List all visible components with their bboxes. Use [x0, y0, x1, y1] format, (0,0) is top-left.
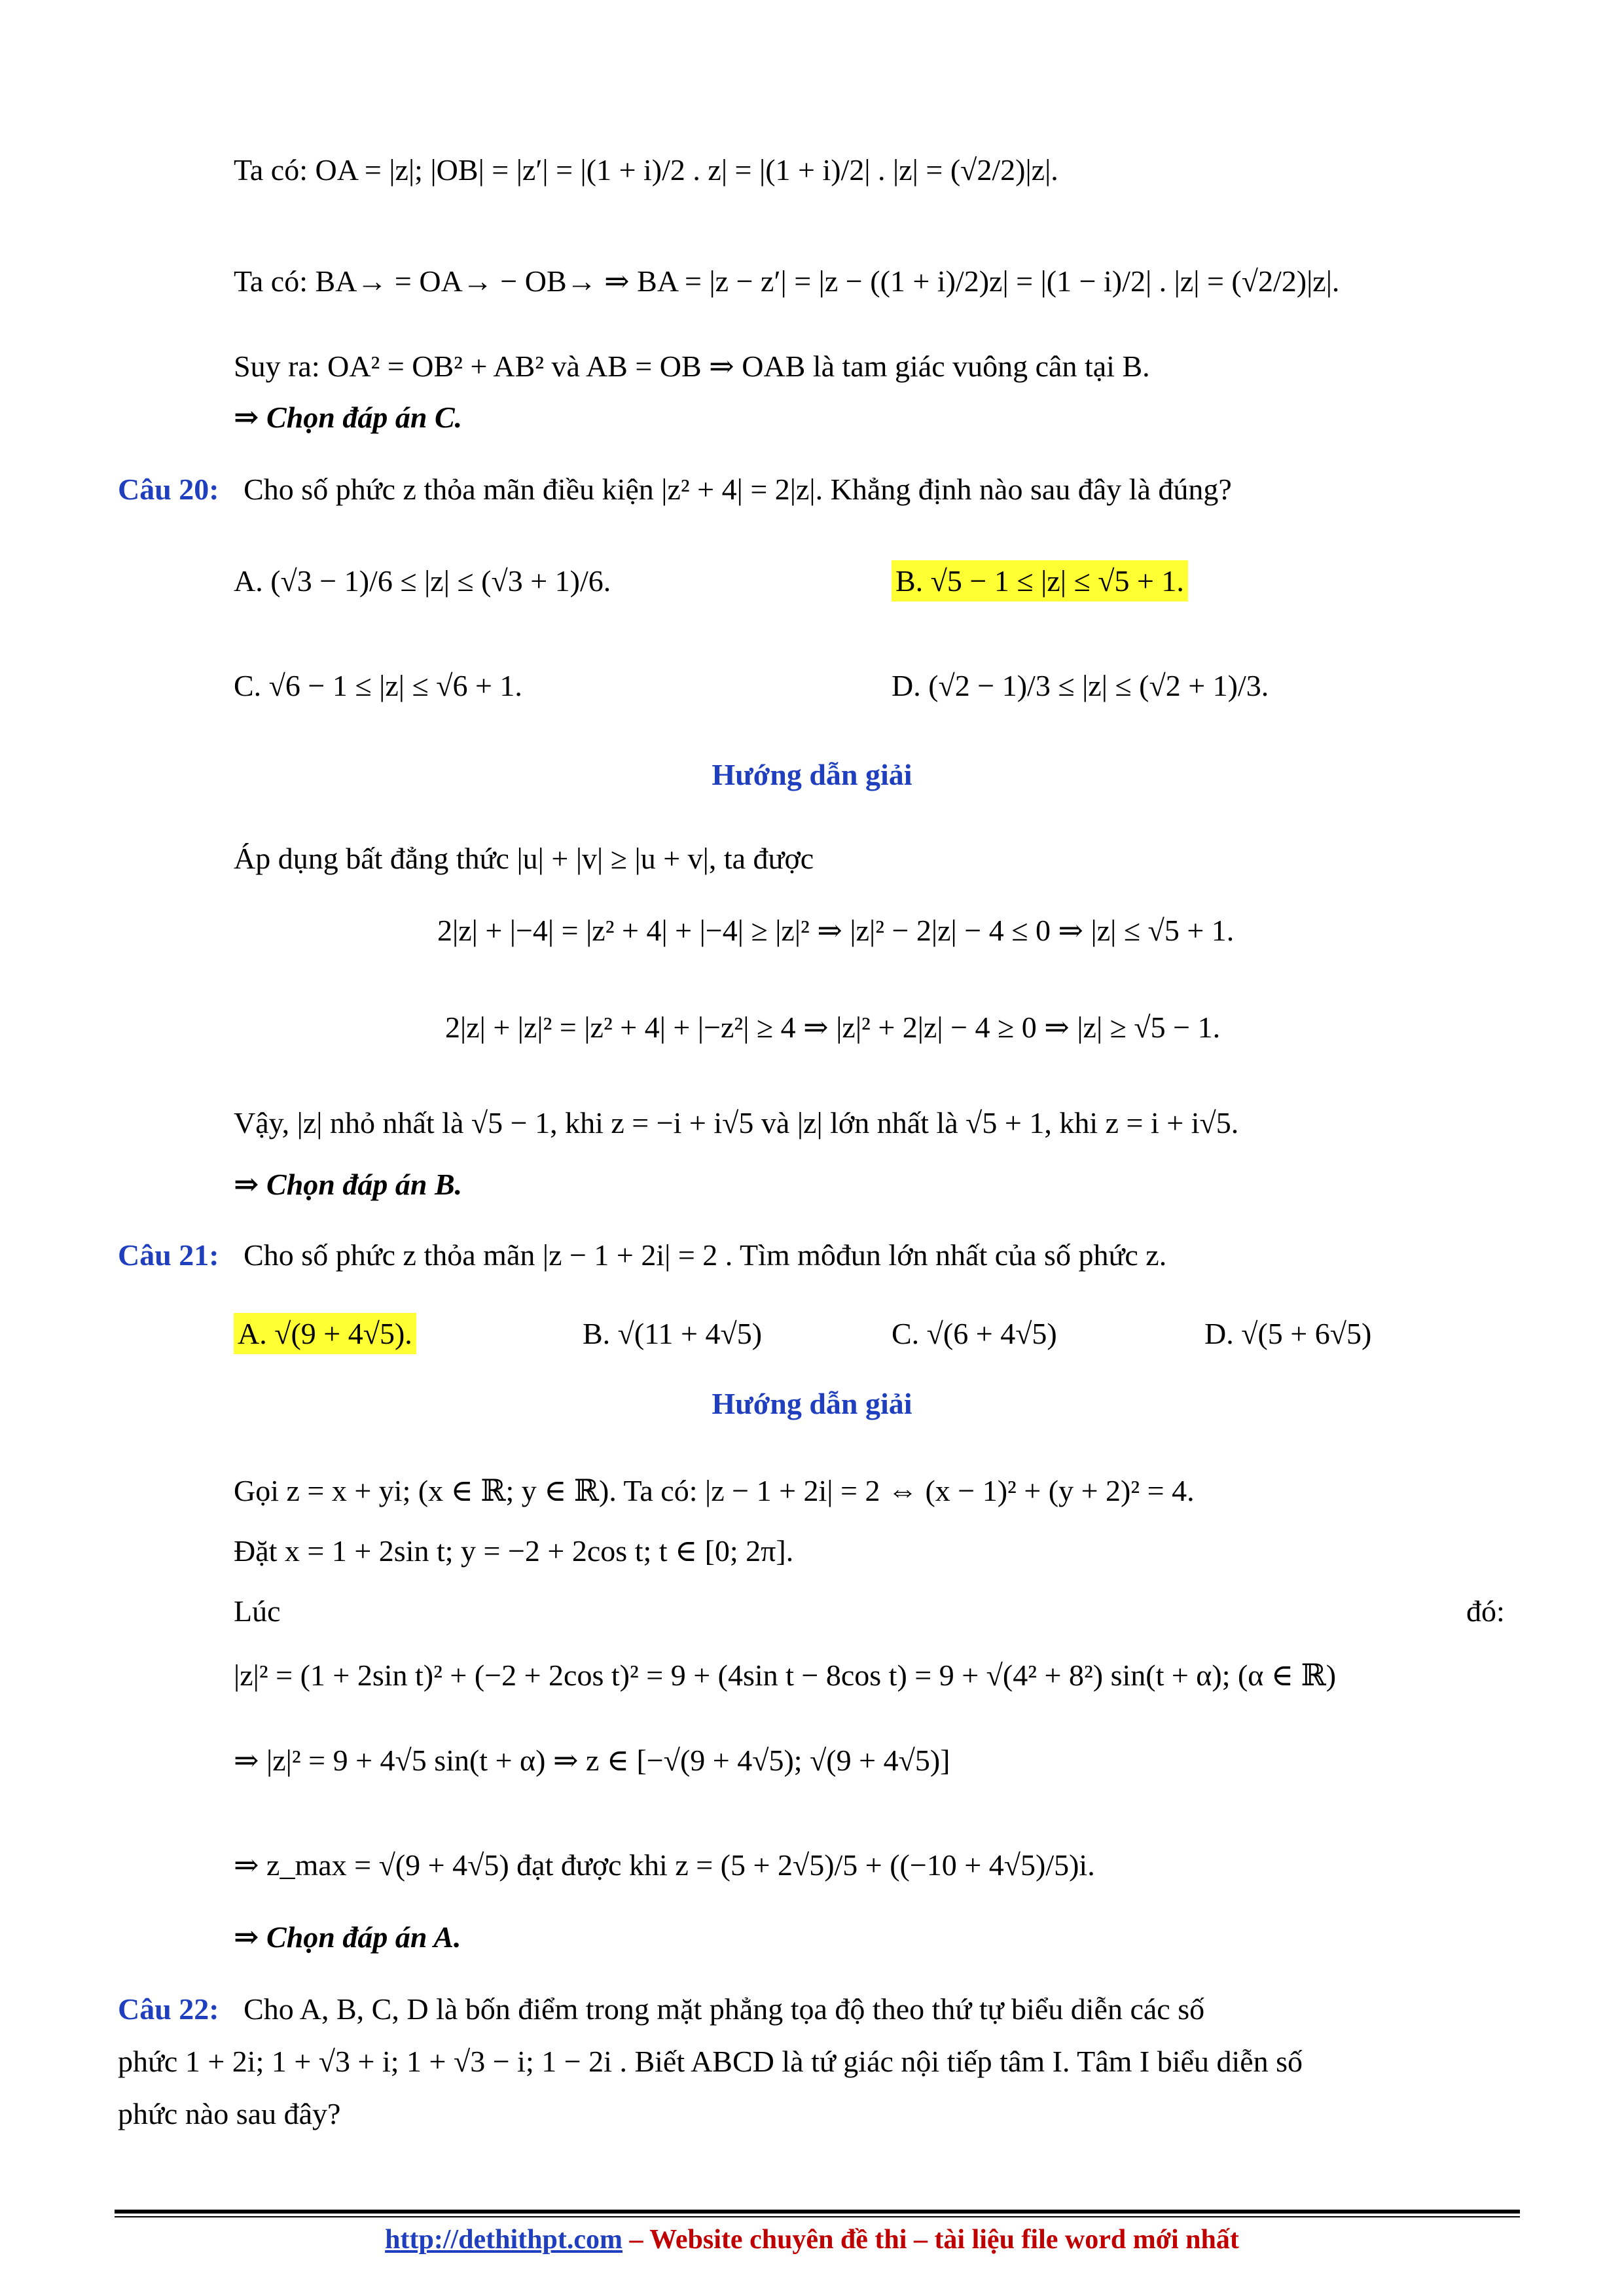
question-22-text-2: phức 1 + 2i; 1 + √3 + i; 1 + √3 − i; 1 − 2i . Biết ABCD là tứ giác nội tiếp tâm I. Tâm I biểu diễn số: [118, 2045, 1303, 2078]
q20-option-b: [892, 562, 1188, 601]
question-22: [118, 1990, 1204, 2029]
prev-solution-line-2: Ta có: BA→ = OA→ − OB→ ⇒ BA = |z − z′| = |z − ((1 + i)/2)z| = |(1 − i)/2| . |z| = (√2/2)|z|.: [234, 264, 1340, 298]
q21-option-a-highlight: A. √(9 + 4√5).: [234, 1313, 416, 1354]
q20-option-c: C. √6 − 1 ≤ |z| ≤ √6 + 1.: [234, 669, 522, 702]
q21-answer: ⇒ Chọn đáp án A.: [234, 1920, 461, 1954]
footer-rule-thin: [115, 2216, 1520, 2217]
q21-solution-heading: Hướng dẫn giải: [712, 1387, 912, 1420]
q20-option-a: A. (√3 − 1)/6 ≤ |z| ≤ (√3 + 1)/6.: [234, 564, 611, 598]
footer-tagline: – Website chuyên đề thi – tài liệu file word mới nhất: [623, 2225, 1239, 2255]
question-20-text: Cho số phức z thỏa mãn điều kiện |z² + 4| = 2|z|. Khẳng định nào sau đây là đúng?: [244, 473, 1232, 506]
q21-solution-line-3b: đó:: [1466, 1594, 1505, 1628]
question-20-label: Câu 20:: [118, 473, 219, 506]
footer-rule-thick: [115, 2210, 1520, 2214]
q21-solution-line-2: Đặt x = 1 + 2sin t; y = −2 + 2cos t; t ∈ [0; 2π].: [234, 1534, 794, 1568]
question-21-label: Câu 21:: [118, 1238, 219, 1272]
footer-link[interactable]: http://dethithpt.com: [385, 2225, 623, 2255]
prev-solution-line-3: Suy ra: OA² = OB² + AB² và AB = OB ⇒ OAB là tam giác vuông cân tại B.: [234, 350, 1150, 383]
q21-solution-line-6: ⇒ z_max = √(9 + 4√5) đạt được khi z = (5 + 2√5)/5 + ((−10 + 4√5)/5)i.: [234, 1848, 1095, 1882]
q21-solution-line-5: ⇒ |z|² = 9 + 4√5 sin(t + α) ⇒ z ∈ [−√(9 + 4√5); √(9 + 4√5)]: [234, 1744, 950, 1777]
q21-option-c: C. √(6 + 4√5): [892, 1317, 1057, 1350]
q21-solution-line-3a: Lúc: [234, 1594, 281, 1628]
q20-solution-line-1: Áp dụng bất đẳng thức |u| + |v| ≥ |u + v|, ta được: [234, 842, 814, 875]
q20-option-d: D. (√2 − 1)/3 ≤ |z| ≤ (√2 + 1)/3.: [892, 669, 1269, 702]
q20-solution-heading: Hướng dẫn giải: [712, 758, 912, 791]
question-20: [118, 470, 1232, 509]
q20-solution-line-2: 2|z| + |−4| = |z² + 4| + |−4| ≥ |z|² ⇒ |z|² − 2|z| − 4 ≤ 0 ⇒ |z| ≤ √5 + 1.: [437, 914, 1235, 947]
question-21: [118, 1236, 1166, 1275]
q20-answer: ⇒ Chọn đáp án B.: [234, 1168, 463, 1201]
prev-answer: ⇒ Chọn đáp án C.: [234, 401, 463, 434]
footer: [0, 2224, 1624, 2255]
q20-solution-line-3: 2|z| + |z|² = |z² + 4| + |−z²| ≥ 4 ⇒ |z|² + 2|z| − 4 ≥ 0 ⇒ |z| ≥ √5 − 1.: [445, 1011, 1221, 1044]
prev-solution-line-1: Ta có: OA = |z|; |OB| = |z′| = |(1 + i)/2 . z| = |(1 + i)/2| . |z| = (√2/2)|z|.: [234, 153, 1058, 187]
q21-option-a: [234, 1314, 416, 1354]
question-22-text-1: Cho A, B, C, D là bốn điểm trong mặt phẳng tọa độ theo thứ tự biểu diễn các số: [244, 1992, 1205, 2026]
question-22-text-3: phức nào sau đây?: [118, 2097, 341, 2130]
question-21-text: Cho số phức z thỏa mãn |z − 1 + 2i| = 2 . Tìm môđun lớn nhất của số phức z.: [244, 1238, 1167, 1272]
q21-option-b: B. √(11 + 4√5): [583, 1317, 763, 1350]
q21-solution-line-4: |z|² = (1 + 2sin t)² + (−2 + 2cos t)² = 9 + (4sin t − 8cos t) = 9 + √(4² + 8²) sin(t + α); (α ∈ ℝ): [234, 1659, 1337, 1692]
q20-option-b-highlight: B. √5 − 1 ≤ |z| ≤ √5 + 1.: [892, 560, 1188, 601]
q21-option-d: D. √(5 + 6√5): [1204, 1317, 1372, 1350]
question-22-label: Câu 22:: [118, 1992, 219, 2026]
q20-solution-line-4: Vậy, |z| nhỏ nhất là √5 − 1, khi z = −i + i√5 và |z| lớn nhất là √5 + 1, khi z = i + i√5.: [234, 1106, 1239, 1139]
q21-solution-line-1: Gọi z = x + yi; (x ∈ ℝ; y ∈ ℝ). Ta có: |z − 1 + 2i| = 2 ⇔ (x − 1)² + (y + 2)² = 4.: [234, 1474, 1195, 1507]
